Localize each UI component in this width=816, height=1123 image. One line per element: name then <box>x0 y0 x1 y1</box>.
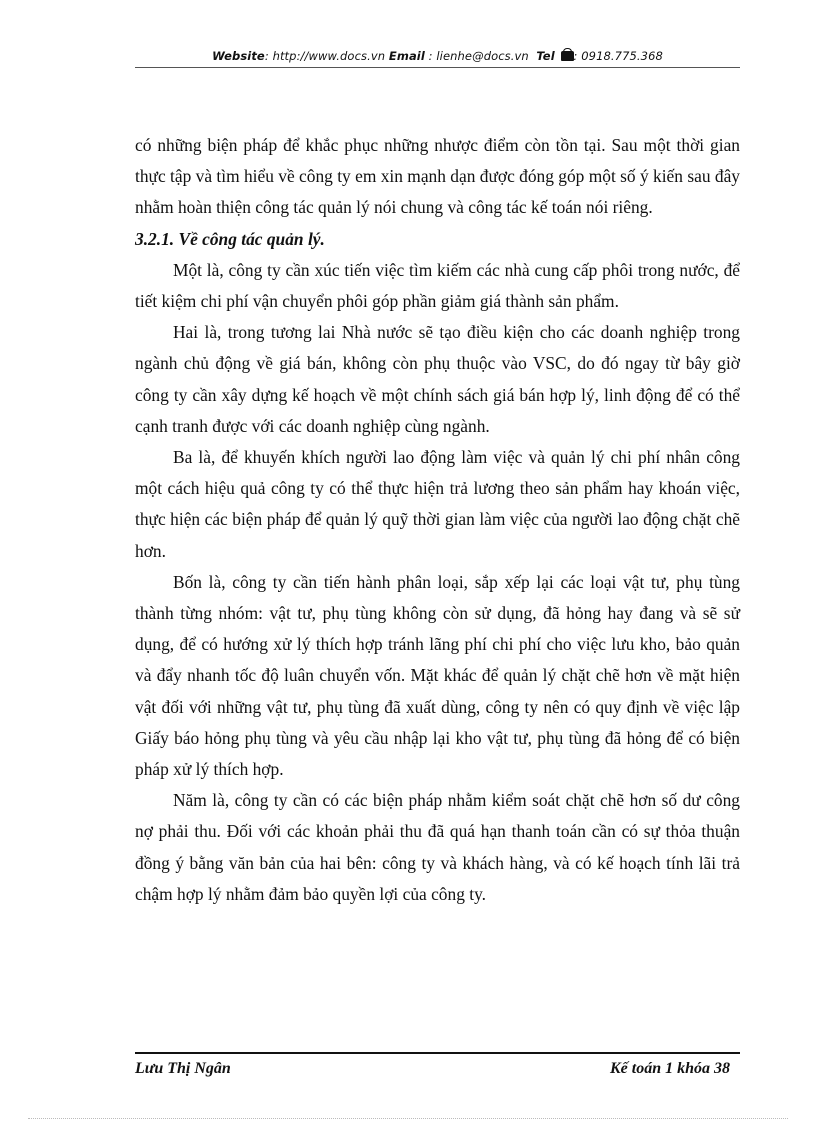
website-url: http://www.docs.vn <box>272 49 386 63</box>
intro-paragraph: có những biện pháp để khắc phục những nhược điểm còn tồn tại. Sau một thời gian thực tập và tìm hiểu về công ty em xin mạnh dạn được đóng góp một số ý kiến sau đây nhằm hoàn thiện công tác quản lý nói chung và công tác kế toán nói riêng. <box>135 135 740 218</box>
page-footer <box>135 1052 740 1082</box>
paragraph-bon-la: Bốn là, công ty cần tiến hành phân loại, sắp xếp lại các loại vật tư, phụ tùng thành từng nhóm: vật tư, phụ tùng không còn sử dụng, đã hỏng hay đang và sẽ sử dụng, để có hướng xử lý thích hợp tránh lãng phí chi phí cho việc lưu kho, bảo quản và đẩy nhanh tốc độ luân chuyển vốn. Mặt khác để quản lý chặt chẽ hơn về mặt hiện vật đối với những vật tư, phụ tùng đã xuất dùng, công ty nên có quy định về việc lập Giấy báo hỏng phụ tùng và yêu cầu nhập lại kho vật tư, phụ tùng đã hỏng để có biện pháp xử lý thích hợp. <box>135 571 740 780</box>
paragraph-mot-la: Một là, công ty cần xúc tiến việc tìm kiếm các nhà cung cấp phôi trong nước, để tiết kiệm chi phí vận chuyển phôi góp phần giảm giá thành sản phẩm. <box>135 259 740 312</box>
paragraph-ba-la: Ba là, để khuyến khích người lao động làm việc và quản lý chi phí nhân công một cách hiệu quả công ty có thể thực hiện trả lương theo sản phẩm hay khoán việc, thực hiện các biện pháp để quản lý quỹ thời gian làm việc của người lao động chặt chẽ hơn. <box>135 447 740 561</box>
email-address: lienhe@docs.vn <box>436 49 529 63</box>
tel-separator: : <box>573 49 582 63</box>
document-body <box>135 130 740 910</box>
footer-author: Lưu Thị Ngân <box>135 1060 231 1077</box>
footer-class: Kế toán 1 khóa 38 <box>609 1060 730 1077</box>
email-separator: : <box>424 49 437 63</box>
website-separator: : <box>264 49 273 63</box>
paragraph-hai-la: Hai là, trong tương lai Nhà nước sẽ tạo điều kiện cho các doanh nghiệp trong ngành chủ động về giá bán, không còn phụ thuộc vào VSC, do đó ngay từ bây giờ công ty cần xây dựng kế hoạch về một chính sách giá bán hợp lý, linh động để có thể cạnh tranh được với các doanh nghiệp cùng ngành. <box>135 322 740 436</box>
paragraph-nam-la: Năm là, công ty cần có các biện pháp nhằm kiểm soát chặt chẽ hơn số dư công nợ phải thu. Đối với các khoản phải thu đã quá hạn thanh toán cần có sự thỏa thuận đồng ý bằng văn bản của hai bên: công ty và khách hàng, và có kế hoạch tính lãi trả chậm hợp lý nhằm đảm bảo quyền lợi của công ty. <box>135 790 740 904</box>
page-header <box>135 45 740 68</box>
tel-label: Tel <box>536 49 555 63</box>
phone-icon <box>561 51 574 61</box>
website-label: Website <box>212 49 265 63</box>
bottom-divider <box>28 1118 788 1119</box>
section-heading: 3.2.1. Về công tác quản lý. <box>135 228 325 249</box>
email-label: Email <box>388 49 425 63</box>
tel-number: 0918.775.368 <box>581 49 663 63</box>
